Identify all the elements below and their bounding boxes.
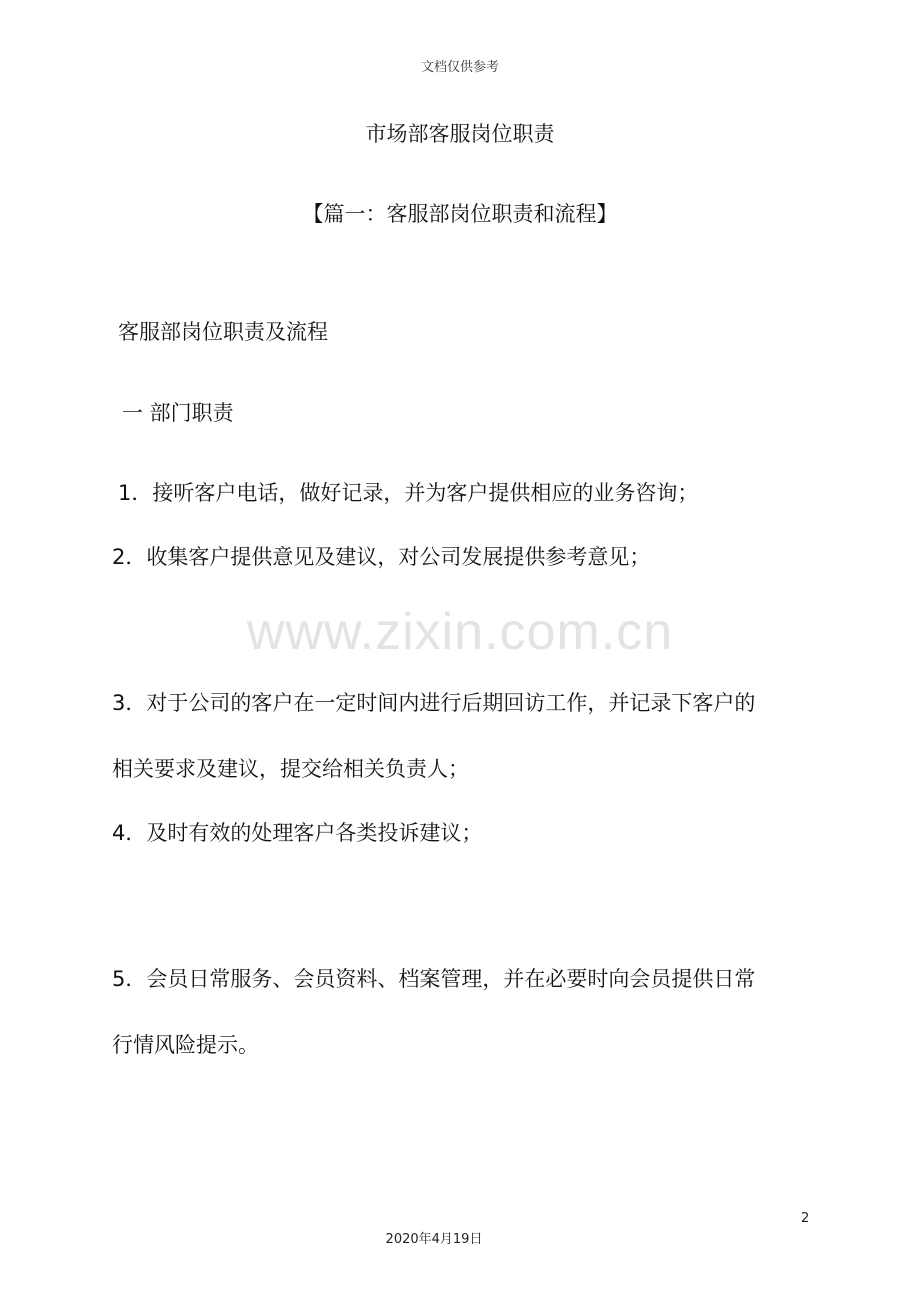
duty-item-2: 2．收集客户提供意见及建议，对公司发展提供参考意见； xyxy=(112,545,651,569)
header-note: 文档仅供参考 xyxy=(420,60,499,75)
footer-date: 2020年4月19日 xyxy=(385,1232,483,1247)
page-number: 2 xyxy=(801,1211,810,1226)
duty-item-5: 5．会员日常服务、会员资料、档案管理，并在必要时向会员提供日常 xyxy=(112,967,756,991)
duty-item-3: 3．对于公司的客户在一定时间内进行后期回访工作，并记录下客户的 xyxy=(112,691,756,715)
duty-item-3-continued: 相关要求及建议，提交给相关负责人； xyxy=(112,757,469,781)
duty-item-4: 4．及时有效的处理客户各类投诉建议； xyxy=(112,821,483,845)
section-heading: 客服部岗位职责及流程 xyxy=(118,320,328,344)
watermark: www.zixin.com.cn xyxy=(246,603,674,661)
duty-item-5-continued: 行情风险提示。 xyxy=(112,1033,259,1057)
document-title: 市场部客服岗位职责 xyxy=(365,122,555,146)
department-heading: 一 部门职责 xyxy=(122,401,234,425)
document-subtitle: 【篇一：客服部岗位职责和流程】 xyxy=(302,202,618,226)
duty-item-1: 1．接听客户电话，做好记录，并为客户提供相应的业务咨询； xyxy=(118,481,699,505)
